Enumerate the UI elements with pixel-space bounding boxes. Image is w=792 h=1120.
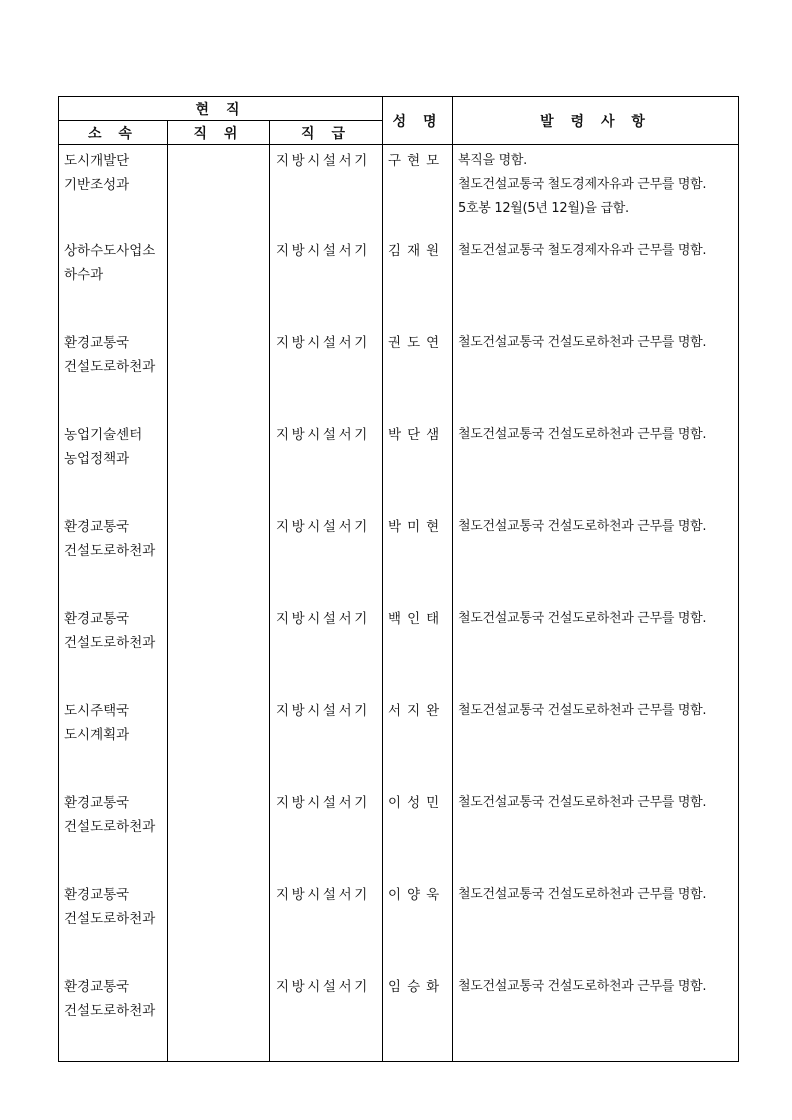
affiliation-line: 농업정책과 <box>64 451 130 467</box>
table-row <box>59 235 739 327</box>
grade-cell: 지방시설서기 <box>270 603 383 695</box>
name-cell: 이양욱 <box>383 879 453 971</box>
order-cell <box>453 327 739 419</box>
affiliation-cell <box>59 971 168 1062</box>
name-cell: 백인태 <box>383 603 453 695</box>
affiliation-line: 환경교통국 <box>64 611 130 627</box>
table-row <box>59 695 739 787</box>
affiliation-line: 건설도로하천과 <box>64 359 156 375</box>
order-cell <box>453 145 739 236</box>
affiliation-line: 환경교통국 <box>64 519 130 535</box>
title-cell <box>168 695 270 787</box>
affiliation-line: 건설도로하천과 <box>64 911 156 927</box>
order-cell <box>453 419 739 511</box>
affiliation-header: 소 속 <box>59 121 168 145</box>
affiliation-cell <box>59 879 168 971</box>
table-row <box>59 145 739 236</box>
grade-cell: 지방시설서기 <box>270 971 383 1062</box>
title-cell <box>168 235 270 327</box>
grade-header: 직 급 <box>270 121 383 145</box>
title-cell <box>168 511 270 603</box>
affiliation-line: 건설도로하천과 <box>64 1003 156 1019</box>
grade-cell: 지방시설서기 <box>270 327 383 419</box>
affiliation-cell <box>59 603 168 695</box>
name-cell: 김재원 <box>383 235 453 327</box>
order-line: 철도건설교통국 철도경제자유과 근무를 명함. <box>458 177 707 192</box>
affiliation-cell <box>59 787 168 879</box>
affiliation-line: 환경교통국 <box>64 887 130 903</box>
name-cell: 권도연 <box>383 327 453 419</box>
affiliation-line: 건설도로하천과 <box>64 543 156 559</box>
grade-cell: 지방시설서기 <box>270 419 383 511</box>
order-line: 철도건설교통국 건설도로하천과 근무를 명함. <box>458 427 707 442</box>
order-cell <box>453 879 739 971</box>
title-cell <box>168 971 270 1062</box>
order-cell <box>453 695 739 787</box>
title-cell <box>168 879 270 971</box>
name-cell: 이성민 <box>383 787 453 879</box>
grade-cell: 지방시설서기 <box>270 511 383 603</box>
table-row <box>59 511 739 603</box>
affiliation-cell <box>59 695 168 787</box>
name-cell: 서지완 <box>383 695 453 787</box>
order-cell <box>453 787 739 879</box>
title-cell <box>168 327 270 419</box>
order-line: 철도건설교통국 건설도로하천과 근무를 명함. <box>458 887 707 902</box>
affiliation-line: 환경교통국 <box>64 979 130 995</box>
order-line: 철도건설교통국 철도경제자유과 근무를 명함. <box>458 243 707 258</box>
grade-cell: 지방시설서기 <box>270 879 383 971</box>
table-row <box>59 787 739 879</box>
order-line: 복직을 명함. <box>458 153 527 168</box>
table-row <box>59 603 739 695</box>
affiliation-cell <box>59 511 168 603</box>
affiliation-line: 도시계획과 <box>64 727 130 743</box>
affiliation-line: 도시개발단 <box>64 153 130 169</box>
affiliation-line: 기반조성과 <box>64 177 130 193</box>
affiliation-cell <box>59 235 168 327</box>
table-row <box>59 327 739 419</box>
order-cell <box>453 971 739 1062</box>
affiliation-line: 상하수도사업소 <box>64 243 156 259</box>
title-cell <box>168 419 270 511</box>
grade-cell: 지방시설서기 <box>270 787 383 879</box>
table-body <box>59 145 739 1062</box>
affiliation-line: 농업기술센터 <box>64 427 143 443</box>
grade-cell: 지방시설서기 <box>270 695 383 787</box>
order-cell <box>453 603 739 695</box>
name-cell: 구현모 <box>383 145 453 236</box>
order-line: 철도건설교통국 건설도로하천과 근무를 명함. <box>458 519 707 534</box>
order-line: 5호봉 12월(5년 12월)을 급함. <box>458 201 629 216</box>
title-cell <box>168 145 270 236</box>
affiliation-cell <box>59 327 168 419</box>
affiliation-cell <box>59 419 168 511</box>
personnel-order-table <box>58 96 739 1062</box>
title-cell <box>168 787 270 879</box>
current-position-header: 현 직 <box>59 97 383 121</box>
table-row <box>59 879 739 971</box>
affiliation-line: 하수과 <box>64 267 104 283</box>
title-cell <box>168 603 270 695</box>
order-line: 철도건설교통국 건설도로하천과 근무를 명함. <box>458 611 707 626</box>
name-cell: 박단샘 <box>383 419 453 511</box>
order-line: 철도건설교통국 건설도로하천과 근무를 명함. <box>458 703 707 718</box>
affiliation-line: 건설도로하천과 <box>64 635 156 651</box>
order-header: 발 령 사 항 <box>453 97 739 145</box>
affiliation-line: 환경교통국 <box>64 795 130 811</box>
table-row <box>59 971 739 1062</box>
title-header: 직 위 <box>168 121 270 145</box>
order-line: 철도건설교통국 건설도로하천과 근무를 명함. <box>458 335 707 350</box>
affiliation-line: 환경교통국 <box>64 335 130 351</box>
order-line: 철도건설교통국 건설도로하천과 근무를 명함. <box>458 979 707 994</box>
name-cell: 박미현 <box>383 511 453 603</box>
affiliation-cell <box>59 145 168 236</box>
order-cell <box>453 511 739 603</box>
name-header: 성 명 <box>383 97 453 145</box>
grade-cell: 지방시설서기 <box>270 235 383 327</box>
order-cell <box>453 235 739 327</box>
affiliation-line: 건설도로하천과 <box>64 819 156 835</box>
name-cell: 임승화 <box>383 971 453 1062</box>
affiliation-line: 도시주택국 <box>64 703 130 719</box>
table-row <box>59 419 739 511</box>
order-line: 철도건설교통국 건설도로하천과 근무를 명함. <box>458 795 707 810</box>
grade-cell: 지방시설서기 <box>270 145 383 236</box>
